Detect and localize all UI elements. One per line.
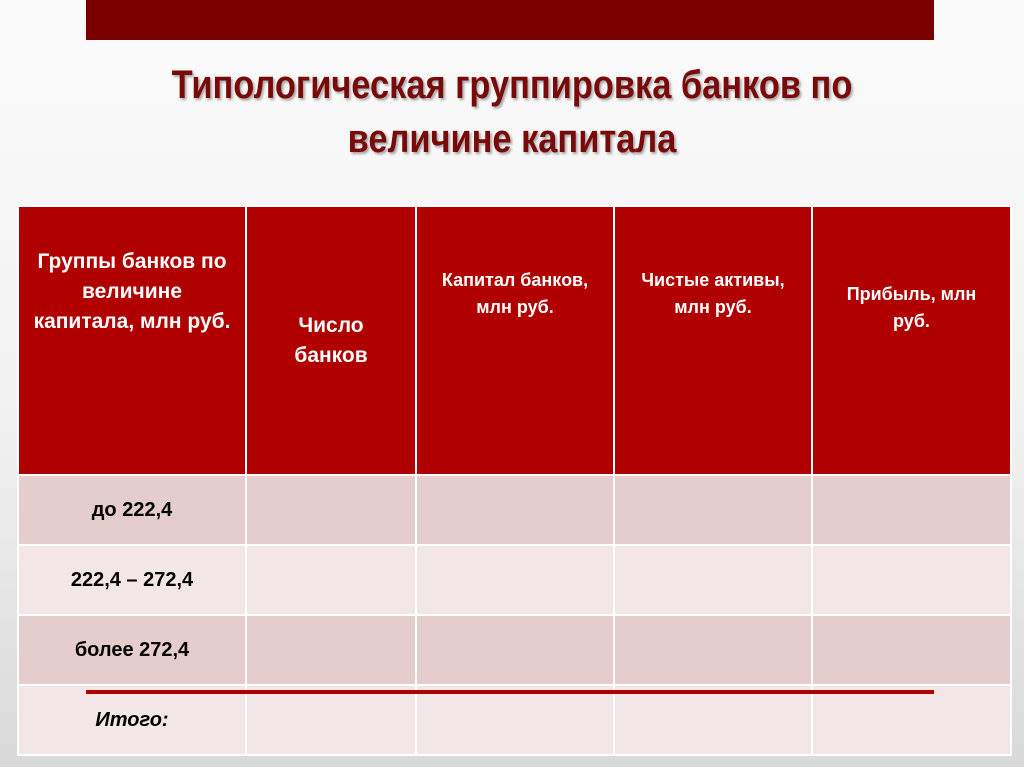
row-group-label: до 222,4: [18, 475, 246, 545]
bank-grouping-table: [17, 205, 1012, 756]
table-cell: [246, 615, 416, 685]
table-row: [18, 545, 1011, 615]
table-cell: [246, 475, 416, 545]
bottom-accent-line: [86, 690, 934, 694]
table-cell: [614, 475, 812, 545]
header-bank-count: Число банков: [246, 206, 416, 475]
header-bank-capital: Капитал банков, млн руб.: [416, 206, 614, 475]
top-accent-bar: [86, 0, 934, 40]
row-group-label: 222,4 – 272,4: [18, 545, 246, 615]
slide-title-line-2: величине капитала: [347, 117, 677, 161]
table-cell: [614, 685, 812, 755]
slide-title: [72, 58, 953, 166]
table-cell: [416, 615, 614, 685]
table-cell: [416, 685, 614, 755]
table-cell: [812, 685, 1011, 755]
header-profit: Прибыль, млн руб.: [812, 206, 1011, 475]
table-cell: [246, 545, 416, 615]
table-row: [18, 475, 1011, 545]
table-cell: [812, 615, 1011, 685]
slide-title-line-1: Типологическая группировка банков по: [171, 63, 853, 107]
row-group-label: более 272,4: [18, 615, 246, 685]
header-net-assets: Чистые активы, млн руб.: [614, 206, 812, 475]
table-cell: [614, 545, 812, 615]
table-header-row: [18, 206, 1011, 475]
header-bank-groups: Группы банков по величине капитала, млн руб.: [18, 206, 246, 475]
table-row-total: [18, 685, 1011, 755]
table-cell: [416, 545, 614, 615]
table-cell: [812, 475, 1011, 545]
table-row: [18, 615, 1011, 685]
table-cell: [416, 475, 614, 545]
table-cell: [246, 685, 416, 755]
table-cell: [614, 615, 812, 685]
table-cell: [812, 545, 1011, 615]
total-label: Итого:: [18, 685, 246, 755]
